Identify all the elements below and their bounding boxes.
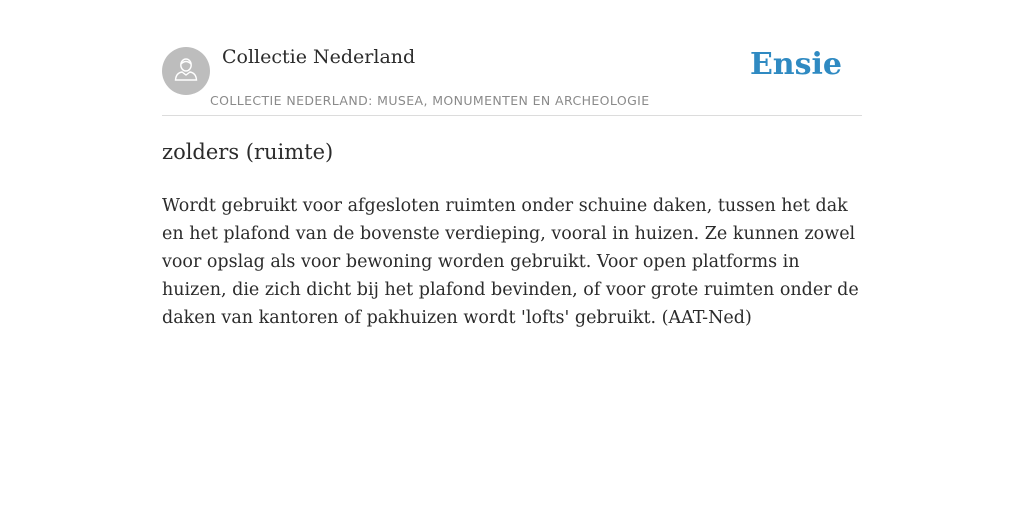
source-link[interactable]: COLLECTIE NEDERLAND: MUSEA, MONUMENTEN EN ARCHEOLOGIE [210, 93, 650, 108]
author-avatar[interactable] [162, 47, 210, 95]
user-icon [172, 55, 200, 87]
author-name-link[interactable]: Collectie Nederland [222, 46, 416, 68]
entry-definition: Wordt gebruikt voor afgesloten ruimten onder schuine daken, tussen het dak en het plafond van de bovenste verdieping, vooral in huizen. Ze kunnen zowel voor opslag als voor bewoning worden gebruikt. Voor open platforms in huizen, die zich dicht bij het plafond bevinden, of voor grote ruimten onder de daken van kantoren of pakhuizen wordt 'lofts' gebruikt. (AAT-Ned) [162, 196, 859, 328]
ensie-logo[interactable]: Ensie [749, 47, 842, 82]
entry-title: zolders (ruimte) [162, 140, 334, 164]
entry-header [162, 0, 862, 116]
entry-card [162, 0, 862, 328]
